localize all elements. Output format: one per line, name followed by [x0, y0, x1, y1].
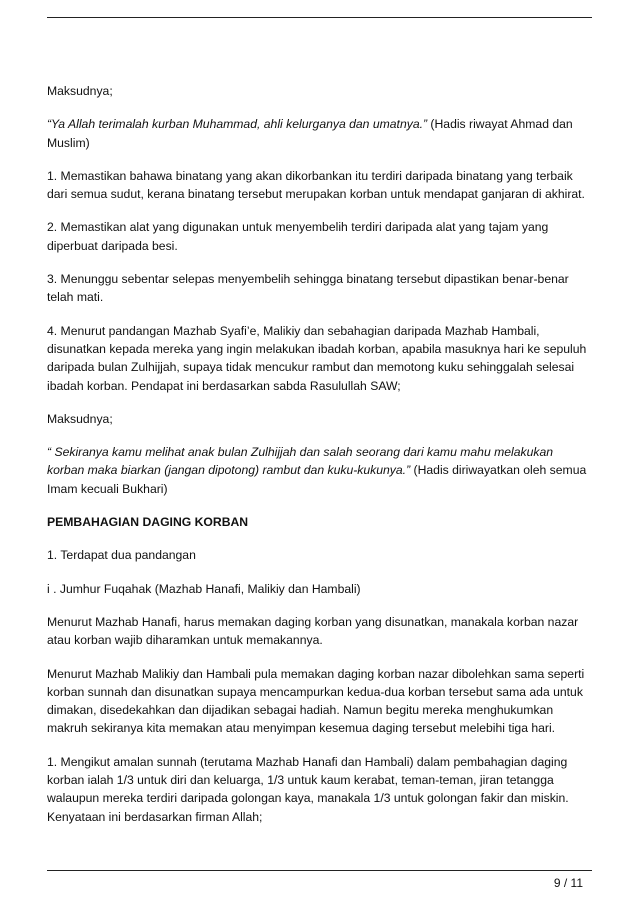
hadith-quote-1: “Ya Allah terimalah kurban Muhammad, ahli kelurganya dan umatnya.”	[47, 117, 428, 132]
paragraph-hadith-2	[47, 443, 592, 498]
paragraph-distribution: 1. Mengikut amalan sunnah (terutama Mazhab Hanafi dan Hambali) dalam pembahagian daging korban ialah 1/3 untuk diri dan keluarga, 1/3 untuk kaum kerabat, teman-teman, jiran tetangga walaupun mereka terdiri daripada golongan kaya, manakala 1/3 untuk golongan fakir dan miskin. Kenyataan ini berdasarkan firman Allah;	[47, 754, 569, 824]
paragraph-point-2: 2. Memastikan alat yang digunakan untuk menyembelih terdiri daripada alat yang tajam yang diperbuat daripada besi.	[47, 220, 549, 253]
paragraph-point-4: 4. Menurut pandangan Mazhab Syafi’e, Malikiy dan sebahagian daripada Mazhab Hambali, disunatkan kepada mereka yang ingin melakukan ibadah korban, apabila masuknya hari ke sepuluh daripada bulan Zulhijjah, supaya tidak mencukur rambut dan memotong kuku sehinggalah selesai ibadah korban. Pendapat ini berdasarkan sabda Rasulullah SAW;	[47, 323, 587, 393]
hadith-source-1: (Hadis riwayat Ahmad dan Muslim)	[47, 117, 573, 150]
section-heading: PEMBAHAGIAN DAGING KORBAN	[47, 515, 249, 530]
paragraph-maliki-hambali: Menurut Mazhab Malikiy dan Hambali pula memakan daging korban nazar dibolehkan sama seperti korban sunnah dan disunatkan supaya mencampurkan kedua-dua korban tersebut sama ada untuk dimakan, disedekahkan dan dijadikan sebagai hadiah. Namun begitu mereka menghukumkan makruh sekiranya kita memakan atau menyimpan kesemua daging tersebut melebihi tiga hari.	[47, 666, 585, 736]
hadith-quote-2: “ Sekiranya kamu melihat anak bulan Zulhijjah dan salah seorang dari kamu mahu melakukan korban maka biarkan (jangan dipotong) rambut dan kuku-kukunya.”	[47, 445, 554, 478]
page-number: 9 / 11	[553, 876, 583, 890]
footer-rule	[47, 870, 592, 871]
paragraph-two-views: 1. Terdapat dua pandangan	[47, 548, 196, 563]
paragraph-hadith-1	[47, 115, 592, 152]
header-rule	[47, 17, 592, 18]
paragraph-maksudnya-1: Maksudnya;	[47, 84, 113, 98]
paragraph-hanafi: Menurut Mazhab Hanafi, harus memakan daging korban yang disunatkan, manakala korban nazar atau korban wajib diharamkan untuk memakannya.	[47, 614, 579, 648]
paragraph-jumhur: i . Jumhur Fuqahak (Mazhab Hanafi, Malikiy dan Hambali)	[47, 581, 361, 596]
paragraph-point-1: 1. Memastikan bahawa binatang yang akan dikorbankan itu terdiri daripada binatang yang terbaik dari semua sudut, kerana binatang tersebut merupakan korban untuk mendapat ganjaran di akhirat.	[47, 168, 585, 202]
paragraph-maksudnya-2: Maksudnya;	[47, 411, 113, 426]
paragraph-point-3: 3. Menunggu sebentar selepas menyembelih sehingga binatang tersebut dipastikan benar-benar telah mati.	[47, 272, 569, 305]
document-body	[47, 82, 592, 841]
hadith-source-2: (Hadis diriwayatkan oleh semua Imam kecuali Bukhari)	[47, 463, 587, 496]
